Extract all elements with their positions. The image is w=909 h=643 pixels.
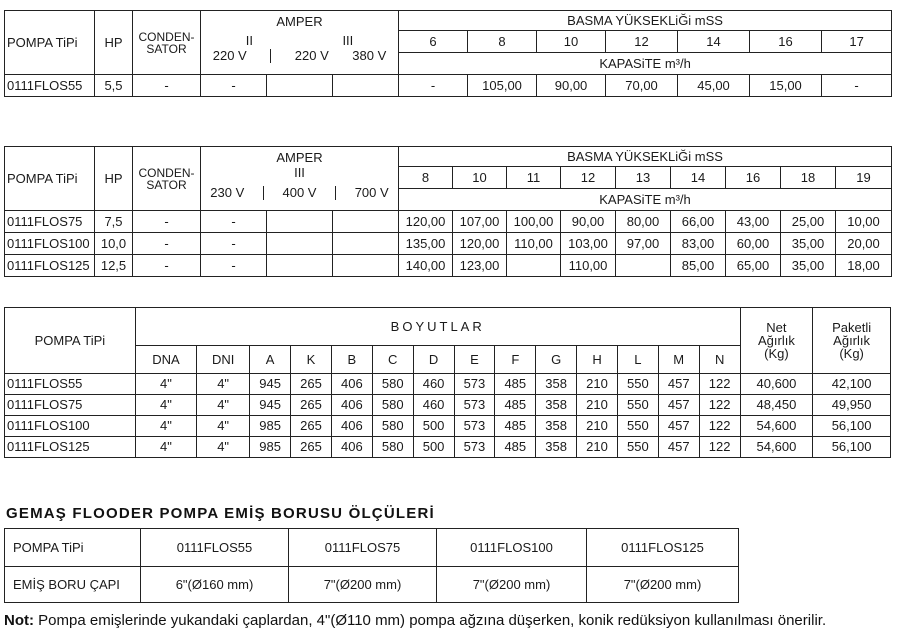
header-basma: BASMA YÜKSEKLiĞi mSS [399,147,892,167]
dim-col-header: DNA [135,346,196,374]
dim-col-header: E [454,346,495,374]
capacity-cell: 135,00 [399,233,453,255]
header-hp: HP [95,147,133,211]
capacity-cell: 123,00 [453,255,507,277]
net-weight: 54,600 [740,437,813,458]
pump-amp-2 [267,75,333,97]
dim-cell: 122 [699,395,740,416]
dim-col-header: B [331,346,372,374]
pump-name: 0111FLOS125 [5,255,95,277]
dim-cell: 457 [658,374,699,395]
dim-cell: 945 [250,374,291,395]
dim-col-header: DNI [197,346,250,374]
net-weight: 40,600 [740,374,813,395]
height-cell: 13 [616,167,671,189]
pump-name: 0111FLOS55 [5,75,95,97]
header-volt-1: 220 V [212,48,247,63]
dim-cell: 210 [577,395,618,416]
capacity-cell: 43,00 [726,211,781,233]
pump-amp-1: - [201,255,267,277]
dim-cell: 573 [454,416,495,437]
pump-hp: 10,0 [95,233,133,255]
height-cell: 16 [726,167,781,189]
capacity-cell: 83,00 [671,233,726,255]
capacity-cell: 90,00 [537,75,606,97]
pipe-size: 7"(Ø200 mm) [437,567,587,603]
dim-cell: 460 [413,374,454,395]
footnote [4,612,826,629]
capacity-cell: 140,00 [399,255,453,277]
dim-cell: 580 [372,395,413,416]
pak-weight: 56,100 [813,416,891,437]
dim-cell: 985 [250,416,291,437]
capacity-cell: 80,00 [616,211,671,233]
pump-hp: 12,5 [95,255,133,277]
height-cell: 8 [468,31,537,53]
pak-weight: 56,100 [813,437,891,458]
pipe-type: 0111FLOS125 [587,529,739,567]
capacity-cell [507,255,561,277]
pump-name: 0111FLOS100 [5,416,136,437]
dim-cell: 4" [197,395,250,416]
pump-amp-3 [333,75,399,97]
pump-cond: - [133,233,201,255]
dim-cell: 573 [454,437,495,458]
dim-cell: 550 [617,395,658,416]
pump-hp: 5,5 [95,75,133,97]
suction-pipe-table [4,528,739,603]
dim-cell: 985 [250,437,291,458]
dim-cell: 406 [331,416,372,437]
capacity-cell: 70,00 [606,75,678,97]
dim-cell: 457 [658,395,699,416]
capacity-cell: 100,00 [507,211,561,233]
capacity-cell: 97,00 [616,233,671,255]
pump-table-flos55 [4,10,892,97]
dim-col-header: A [250,346,291,374]
pump-amp-1: - [201,233,267,255]
pump-cond: - [133,211,201,233]
capacity-cell: 65,00 [726,255,781,277]
capacity-cell: 105,00 [468,75,537,97]
header-net-l2: Ağırlık [758,333,795,348]
pump-amp-3 [333,255,399,277]
dim-col-header: M [658,346,699,374]
pipe-size: 6"(Ø160 mm) [141,567,289,603]
capacity-cell: 25,00 [781,211,836,233]
header-basma: BASMA YÜKSEKLiĞi mSS [399,11,892,31]
pump-amp-1: - [201,211,267,233]
capacity-cell: 18,00 [836,255,892,277]
header-phase-3: III [294,165,305,180]
pump-name: 0111FLOS55 [5,374,136,395]
dim-cell: 210 [577,416,618,437]
dim-cell: 580 [372,416,413,437]
table-row [5,233,892,255]
dim-cell: 358 [536,395,577,416]
header-net-l1: Net [766,320,787,335]
header-pompa-tipi: POMPA TiPi [5,147,95,211]
dim-cell: 4" [135,395,196,416]
dim-cell: 4" [135,437,196,458]
pump-amp-1: - [201,75,267,97]
header-pak-weight [813,308,891,374]
dim-col-header: D [413,346,454,374]
table-row [5,437,891,458]
pipe-type: 0111FLOS100 [437,529,587,567]
capacity-cell: 20,00 [836,233,892,255]
dim-cell: 4" [135,374,196,395]
header-net-weight [740,308,813,374]
header-volt-2: 400 V [282,185,317,200]
capacity-cell: 66,00 [671,211,726,233]
dim-cell: 457 [658,437,699,458]
pump-amp-2 [267,211,333,233]
height-cell: 14 [671,167,726,189]
capacity-cell: 35,00 [781,233,836,255]
dim-cell: 580 [372,374,413,395]
section-title: GEMAŞ FLOODER POMPA EMİŞ BORUSU ÖLÇÜLERİ [6,505,435,522]
capacity-cell: 120,00 [453,233,507,255]
dim-cell: 550 [617,437,658,458]
header-hp: HP [95,11,133,75]
pump-name: 0111FLOS75 [5,211,95,233]
capacity-cell: 90,00 [561,211,616,233]
row-label-pompa-tipi: POMPA TiPi [5,529,141,567]
height-cell: 10 [537,31,606,53]
dim-col-header: K [291,346,332,374]
pipe-size: 7"(Ø200 mm) [289,567,437,603]
header-volt-2: 220 V [294,48,329,63]
capacity-cell: 110,00 [507,233,561,255]
dimensions-table [4,307,891,458]
dim-cell: 406 [331,437,372,458]
net-weight: 48,450 [740,395,813,416]
height-cell: 8 [399,167,453,189]
footnote-text: Pompa emişlerinde yukandaki çaplardan, 4"(Ø110 mm) pompa ağzına düşerken, konik redüksiyon kullanılması önerilir. [34,612,827,629]
pump-amp-2 [267,255,333,277]
capacity-cell: 110,00 [561,255,616,277]
height-cell: 19 [836,167,892,189]
dim-cell: 265 [291,437,332,458]
dim-col-header: C [372,346,413,374]
height-cell: 12 [606,31,678,53]
dim-cell: 485 [495,416,536,437]
header-pompa-tipi: POMPA TiPi [5,308,136,374]
table-row [5,374,891,395]
dim-cell: 265 [291,395,332,416]
height-cell: 16 [750,31,822,53]
header-cond-line1: CONDEN- [138,29,195,44]
dim-cell: 457 [658,416,699,437]
header-phase-3: III [342,33,354,48]
pump-name: 0111FLOS125 [5,437,136,458]
dim-cell: 265 [291,416,332,437]
capacity-cell: 120,00 [399,211,453,233]
capacity-cell: 45,00 [678,75,750,97]
dim-cell: 550 [617,416,658,437]
capacity-cell [616,255,671,277]
row-label-emis-boru-capi: EMİŞ BORU ÇAPI [5,567,141,603]
header-cond-line1: CONDEN- [138,165,195,180]
height-cell: 12 [561,167,616,189]
dim-cell: 580 [372,437,413,458]
header-amper [201,147,399,211]
dim-cell: 500 [413,416,454,437]
dim-cell: 122 [699,416,740,437]
dim-cell: 4" [197,416,250,437]
pump-amp-3 [333,211,399,233]
pump-cond: - [133,75,201,97]
pump-amp-3 [333,233,399,255]
dim-cell: 550 [617,374,658,395]
capacity-cell: 107,00 [453,211,507,233]
capacity-cell: - [822,75,892,97]
dim-cell: 945 [250,395,291,416]
dim-cell: 573 [454,395,495,416]
pump-amp-2 [267,233,333,255]
pak-weight: 42,100 [813,374,891,395]
dim-col-header: G [536,346,577,374]
header-volt-3: 700 V [354,185,389,200]
header-amper-label: AMPER [276,14,323,29]
capacity-cell: 10,00 [836,211,892,233]
pump-table-flos75-125 [4,146,892,277]
height-cell: 17 [822,31,892,53]
header-pak-l3: (Kg) [839,346,864,361]
dim-cell: 265 [291,374,332,395]
capacity-cell: 85,00 [671,255,726,277]
height-cell: 18 [781,167,836,189]
header-pompa-tipi: POMPA TiPi [5,11,95,75]
dim-cell: 122 [699,374,740,395]
dim-col-header: H [577,346,618,374]
pump-name: 0111FLOS75 [5,395,136,416]
dim-cell: 4" [197,374,250,395]
pipe-type: 0111FLOS75 [289,529,437,567]
header-boyutlar: BOYUTLAR [135,308,740,346]
footnote-label: Not: [4,612,34,629]
header-condensator [133,147,201,211]
pump-hp: 7,5 [95,211,133,233]
pipe-size: 7"(Ø200 mm) [587,567,739,603]
header-net-l3: (Kg) [764,346,789,361]
dim-col-header: F [495,346,536,374]
header-amper [201,11,399,75]
dim-cell: 358 [536,416,577,437]
dim-cell: 210 [577,374,618,395]
header-kapasite: KAPASiTE m³/h [399,53,892,75]
header-pak-l2: Ağırlık [833,333,871,348]
header-volt-3: 380 V [352,48,387,63]
dim-col-header: N [699,346,740,374]
net-weight: 54,600 [740,416,813,437]
dim-cell: 500 [413,437,454,458]
pipe-type: 0111FLOS55 [141,529,289,567]
height-cell: 6 [399,31,468,53]
header-pak-l1: Paketli [832,320,872,335]
capacity-cell: 15,00 [750,75,822,97]
header-amper-label: AMPER [276,150,323,165]
height-cell: 11 [507,167,561,189]
header-volt-1: 230 V [210,185,245,200]
dim-cell: 358 [536,374,577,395]
dim-cell: 122 [699,437,740,458]
dim-cell: 210 [577,437,618,458]
dim-cell: 573 [454,374,495,395]
dim-cell: 4" [135,416,196,437]
header-kapasite: KAPASiTE m³/h [399,189,892,211]
dim-cell: 406 [331,374,372,395]
dim-cell: 485 [495,395,536,416]
pump-name: 0111FLOS100 [5,233,95,255]
dim-cell: 460 [413,395,454,416]
dim-cell: 485 [495,374,536,395]
capacity-cell: - [399,75,468,97]
pak-weight: 49,950 [813,395,891,416]
table-row [5,75,892,97]
dim-col-header: L [617,346,658,374]
table-row [5,395,891,416]
table-row [5,416,891,437]
table-row [5,255,892,277]
dim-cell: 406 [331,395,372,416]
capacity-cell: 35,00 [781,255,836,277]
header-cond-line2: SATOR [146,177,187,192]
capacity-cell: 103,00 [561,233,616,255]
dim-cell: 358 [536,437,577,458]
header-condensator [133,11,201,75]
height-cell: 10 [453,167,507,189]
dim-cell: 485 [495,437,536,458]
pump-cond: - [133,255,201,277]
height-cell: 14 [678,31,750,53]
table-row [5,211,892,233]
header-cond-line2: SATOR [146,41,187,56]
capacity-cell: 60,00 [726,233,781,255]
dim-cell: 4" [197,437,250,458]
header-phase-2: II [245,33,253,48]
